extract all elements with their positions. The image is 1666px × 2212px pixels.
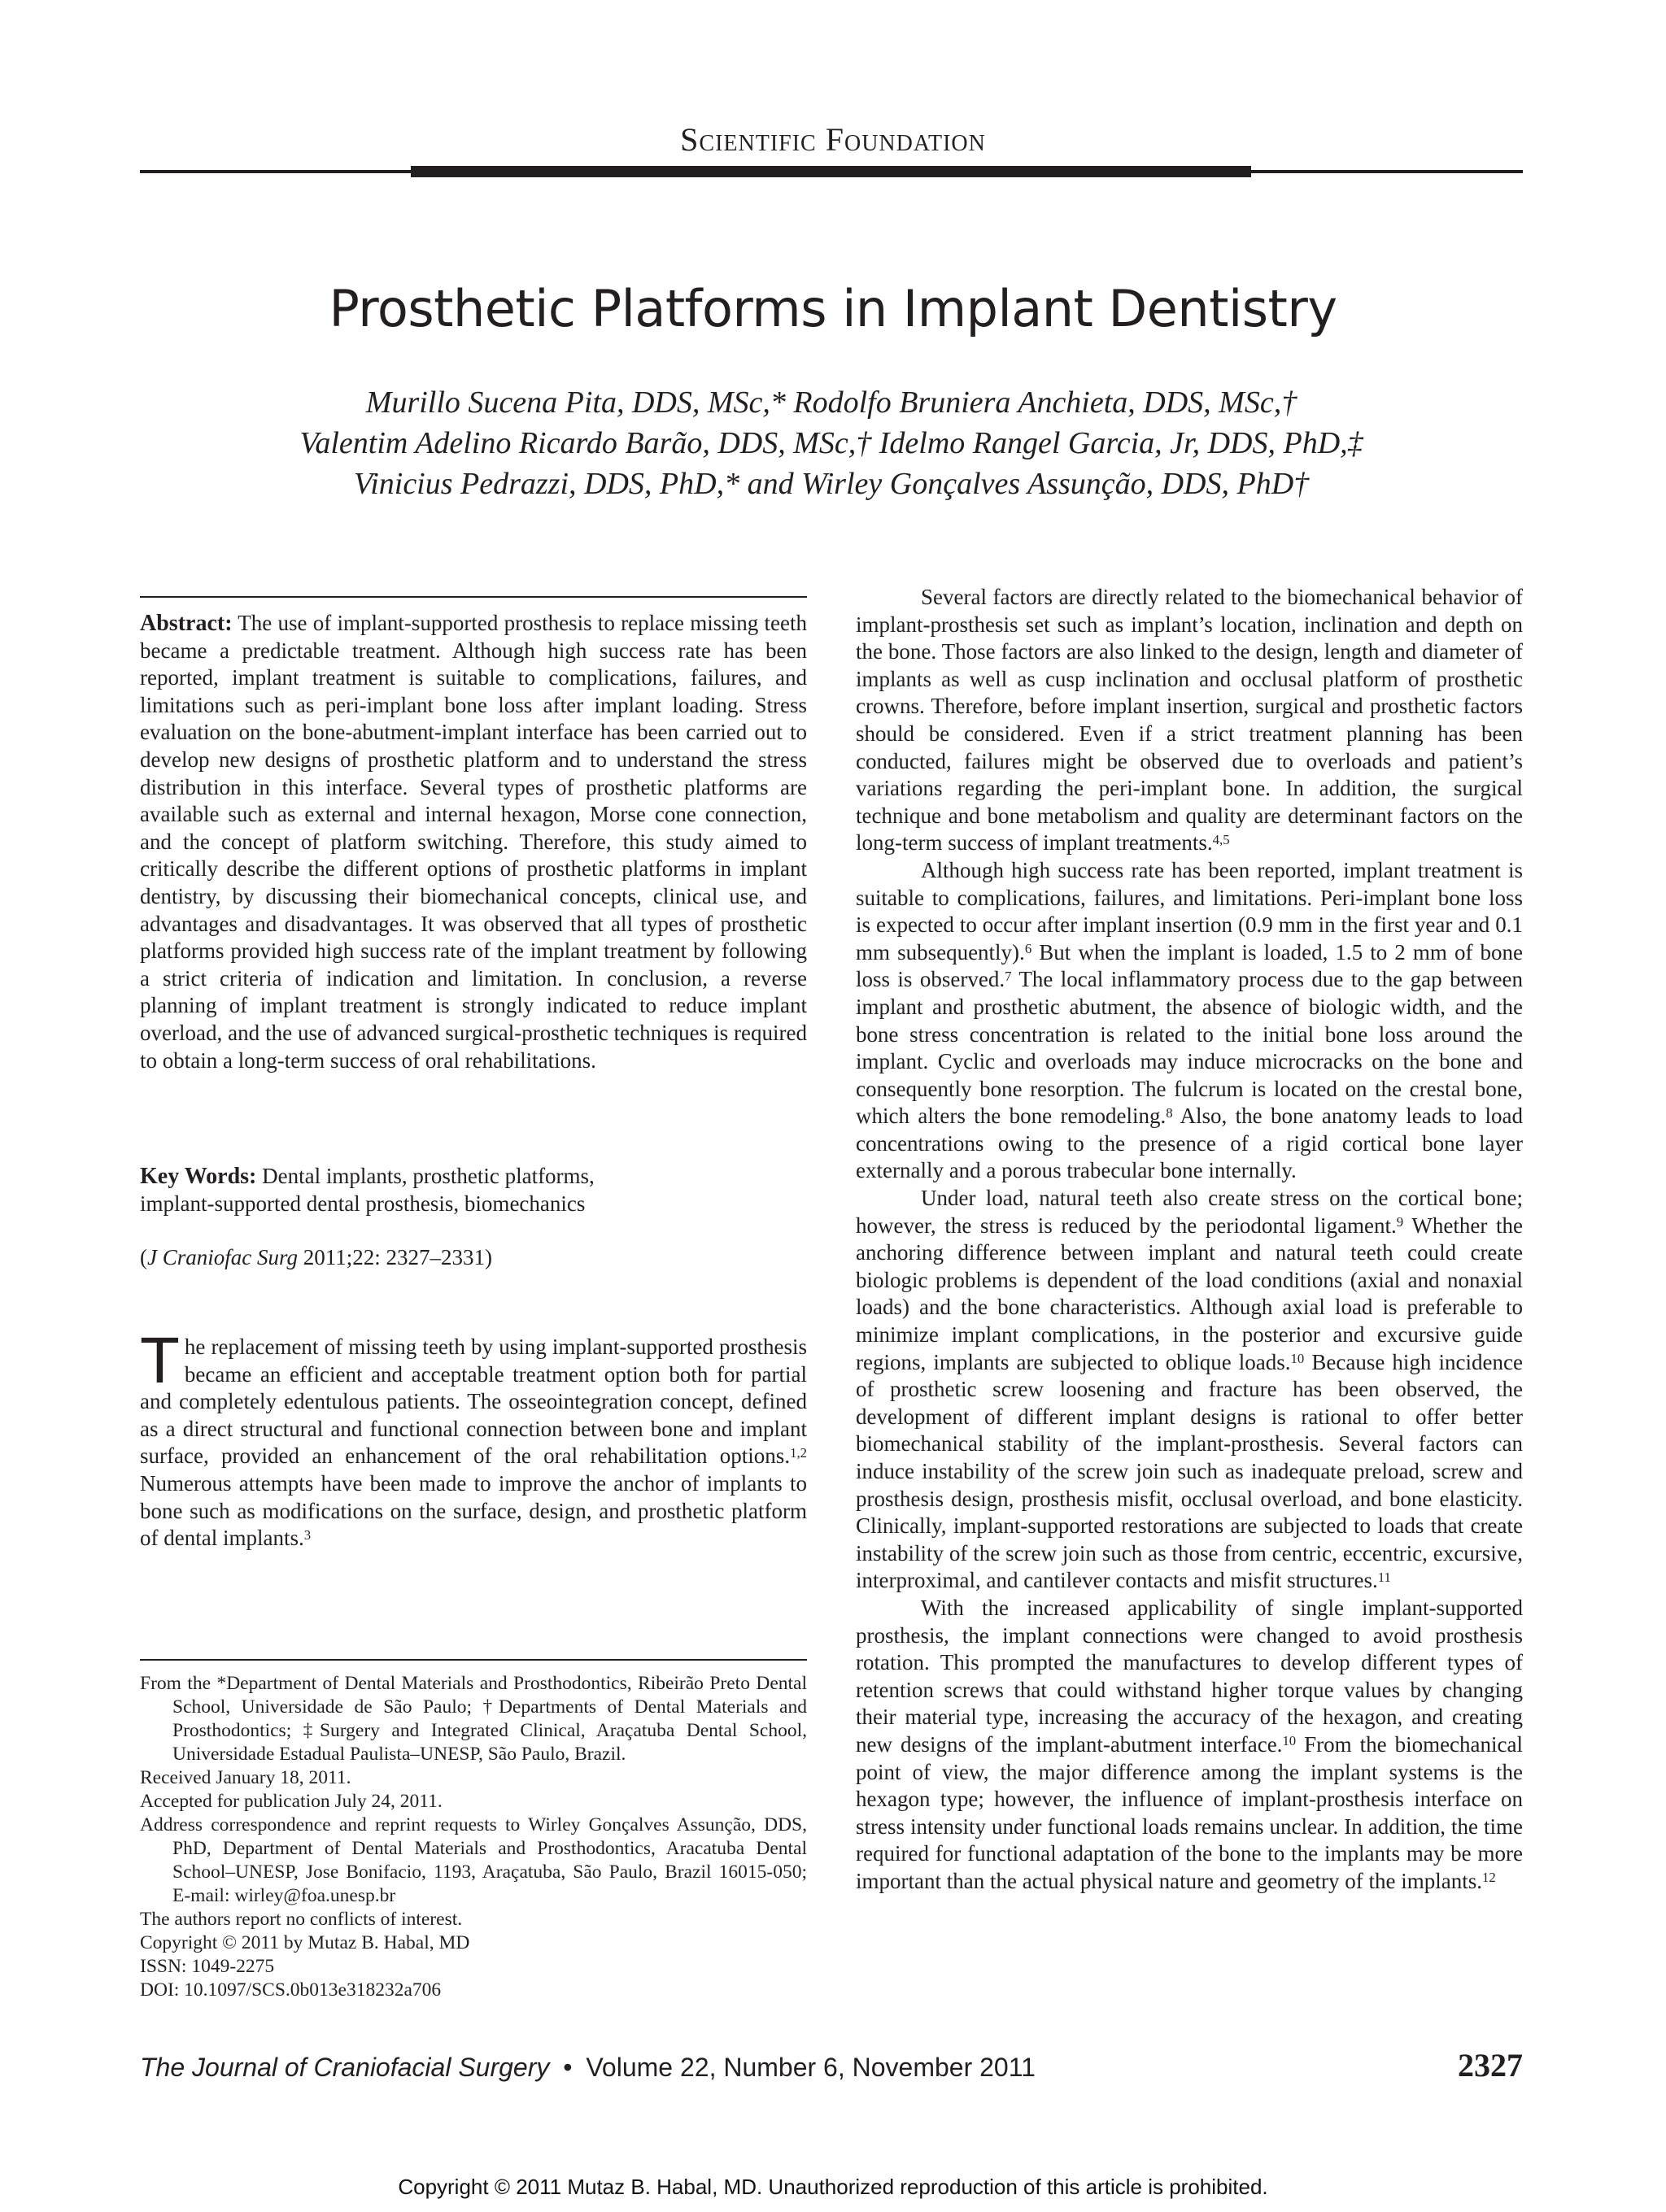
received-date: Received January 18, 2011.	[140, 1767, 351, 1788]
keywords-line-2: implant-supported dental prosthesis, biomechanics	[140, 1191, 586, 1216]
article-title: Prosthetic Platforms in Implant Dentistry	[329, 279, 1337, 338]
accepted-date: Accepted for publication July 24, 2011.	[140, 1791, 443, 1812]
body-paragraph: With the increased applicability of single implant-supported prosthesis, the implant connections were changed to avoid prosthesis rotation. This prompted the manufactures to develop different types of retention screws that could withstand higher torque values by changing their material type, increasing the accuracy of the hexagon, and creating new designs of the implant-abutment interface.$^{10}$ From the biomechanical point of view, the major difference among the implant systems is the hexagon type; however, the influence of implant-prosthesis interface on stress intensity under functional loads remains unclear. In addition, the time required for functional adaptation of the bone to the implants may be more important than the actual physical nature and geometry of the implants.$^{12}$	[856, 1595, 1523, 1893]
abstract	[140, 610, 807, 1074]
footer-journal-name: The Journal of Craniofacial Surgery	[140, 2053, 550, 2082]
reference-marker[interactable]: 8	[1166, 1104, 1173, 1121]
reference-marker[interactable]: 6	[1024, 941, 1032, 957]
issn: ISSN: 1049-2275	[140, 1956, 275, 1977]
reference-marker[interactable]: 10	[1282, 1733, 1297, 1749]
footer-journal-info	[140, 2053, 1036, 2083]
copyright-notice: Copyright © 2011 Mutaz B. Habal, MD. Unauthorized reproduction of this article is prohibited.	[398, 2175, 1268, 2199]
body-paragraph: Several factors are directly related to the biomechanical behavior of implant-prosthesis set such as implant’s location, inclination and depth on the bone. Those factors are also linked to the design, length and diameter of implants as well as cusp inclination and occlusal platform of prosthetic crowns. Therefore, before implant insertion, surgical and prosthetic factors should be considered. Even if a strict treatment planning has been conducted, failures might be observed due to overloads and patient’s variations regarding the peri-implant bone. In addition, the surgical technique and bone metabolism and quality are determinant factors on the long-term success of implant treatments.$^{4,5}$	[856, 585, 1523, 856]
body-paragraph: Under load, natural teeth also create stress on the cortical bone; however, the stress is reduced by the periodontal ligament.$^9$ Whether the anchoring difference between implant and natural teeth could create biologic problems is dependent of the load conditions (axial and nonaxial loads) and the bone characteristics. Although axial load is preferable to minimize implant complications, in the posterior and excursive guide regions, implants are subjected to oblique loads.$^{10}$ Because high incidence of prosthetic screw loosening and fracture has been observed, the development of different implant designs is rational to offer better biomechanical stability of the implant-prosthesis. Several factors can induce instability of the screw join such as inadequate preload, screw and prosthesis design, prosthesis misfit, occlusal overload, and bone elasticity. Clinically, implant-supported restorations are subjected to loads that create instability of the screw join such as those from centric, eccentric, excursive, interproximal, and cantilever contacts and misfit structures.$^{11}$	[856, 1186, 1524, 1593]
citation-details: 2011;22: 2327–2331)	[298, 1245, 492, 1269]
footnotes	[140, 1672, 807, 2002]
header-rule-thick	[411, 166, 1251, 177]
reference-marker[interactable]: 12	[1482, 1870, 1496, 1886]
abstract-label: Abstract:	[140, 611, 233, 636]
doi[interactable]: DOI: 10.1097/SCS.0b013e318232a706	[140, 1979, 442, 2001]
keywords	[140, 1163, 807, 1217]
keywords-label: Key Words:	[140, 1164, 257, 1189]
section-header: Scientific Foundation	[680, 121, 986, 158]
abstract-text: The use of implant-supported prosthesis to replace missing teeth became a predictable treatment. Although high success rate has been reported, implant treatment is suitable to complications, failures, and limitations such as peri-implant bone loss after implant loading. Stress evaluation on the bone-abutment-implant interface has been carried out to develop new designs of prosthetic platform and to understand the stress distribution in this interface. Several types of prosthetic platforms are available such as external and internal hexagon, Morse cone connection, and the concept of platform switching. Therefore, this study aimed to critically describe the different options of prosthetic platforms in implant dentistry, by discussing their biomechanical concepts, clinical use, and advantages and disadvantages. It was observed that all types of prosthetic platforms provided high success rate of the implant treatment by following a strict criteria of indication and limitation. In conclusion, a reverse planning of implant treatment is strongly indicated to reduce implant overload, and the use of advanced surgical-prosthetic techniques is required to obtain a long-term success of oral rehabilitations.	[140, 611, 807, 1073]
reference-marker[interactable]: 11	[1377, 1569, 1391, 1585]
keywords-line-1: Dental implants, prosthetic platforms,	[262, 1164, 595, 1188]
footer-issue: Volume 22, Number 6, November 2011	[586, 2053, 1036, 2082]
author-line: Murillo Sucena Pita, DDS, MSc,* Rodolfo Bruniera Anchieta, DDS, MSc,†	[365, 385, 1297, 420]
body-paragraph: Although high success rate has been reported, implant treatment is suitable to complications, failures, and limitations. Peri-implant bone loss is expected to occur after implant insertion (0.9 mm in the first year and 0.1 mm subsequently).$^6$ But when the implant is loaded, 1.5 to 2 mm of bone loss is observed.$^7$ The local inflammatory process due to the gap between implant and prosthetic abutment, the absence of biologic width, and the bone stress concentration is related to the initial bone loss around the implant. Cyclic and overloads may induce microcracks on the bone and consequently bone resorption. The fulcrum is located on the crestal bone, which alters the bone remodeling.$^8$ Also, the bone anatomy leads to load concentrations owing to the presence of a rigid cortical bone layer externally and a porous trabecular bone internally.	[856, 857, 1524, 1183]
footnote-rule	[140, 1659, 807, 1661]
author-list	[140, 382, 1523, 504]
page-number: 2327	[1458, 2047, 1523, 2084]
reference-marker[interactable]: 7	[1005, 968, 1012, 984]
conflicts-note: The authors report no conflicts of interest.	[140, 1909, 463, 1930]
reference-marker[interactable]: 9	[1396, 1214, 1404, 1230]
author-line: Valentim Adelino Ricardo Barão, DDS, MSc,† Idelmo Rangel Garcia, Jr, DDS, PhD,‡	[299, 426, 1363, 460]
intro-paragraph: The replacement of missing teeth by using implant-supported prosthesis became an efficient and acceptable treatment option both for partial and completely edentulous patients. The osseointegration concept, defined as a direct structural and functional connection between bone and implant surface, provided an enhancement of the oral rehabilitation options.$^{1,2}$ Numerous attempts have been made to improve the anchor of implants to bone such as modifications on the surface, design, and prosthetic platform of dental implants.$^3$	[140, 1324, 807, 1551]
reference-marker[interactable]: 4,5	[1212, 831, 1230, 847]
citation: (J Craniofac Surg 2011;22: 2327–2331)	[140, 1245, 492, 1269]
copyright-note: Copyright © 2011 by Mutaz B. Habal, MD	[140, 1932, 470, 1953]
drop-cap: T	[140, 1324, 180, 1396]
affiliation-note: From the *Department of Dental Materials and Prosthodontics, Ribeirão Preto Dental School, Universidade de São Paulo; †Departments of Dental Materials and Prosthodontics; ‡Surgery and Integrated Clinical, Araçatuba Dental School, Universidade Estadual Paulista–UNESP, São Paulo, Brazil.	[140, 1673, 807, 1765]
reference-marker[interactable]: 10	[1290, 1351, 1305, 1367]
author-line: Vinicius Pedrazzi, DDS, PhD,* and Wirley Gonçalves Assunção, DDS, PhD†	[353, 467, 1310, 501]
reference-marker[interactable]: 3	[303, 1526, 312, 1543]
abstract-rule	[140, 596, 807, 598]
correspondence-note: Address correspondence and reprint requests to Wirley Gonçalves Assunção, DDS, PhD, Department of Dental Materials and Prosthodontics, Aracatuba Dental School–UNESP, Jose Bonifacio, 1193, Araçatuba, São Paulo, Brazil 16015-050; E-mail: wirley@foa.unesp.br	[140, 1814, 807, 1906]
footer-bullet: •	[563, 2053, 573, 2082]
citation-journal: J Craniofac Surg	[147, 1245, 298, 1269]
right-column-body	[856, 584, 1523, 1896]
reference-marker[interactable]: 1,2	[790, 1444, 807, 1461]
